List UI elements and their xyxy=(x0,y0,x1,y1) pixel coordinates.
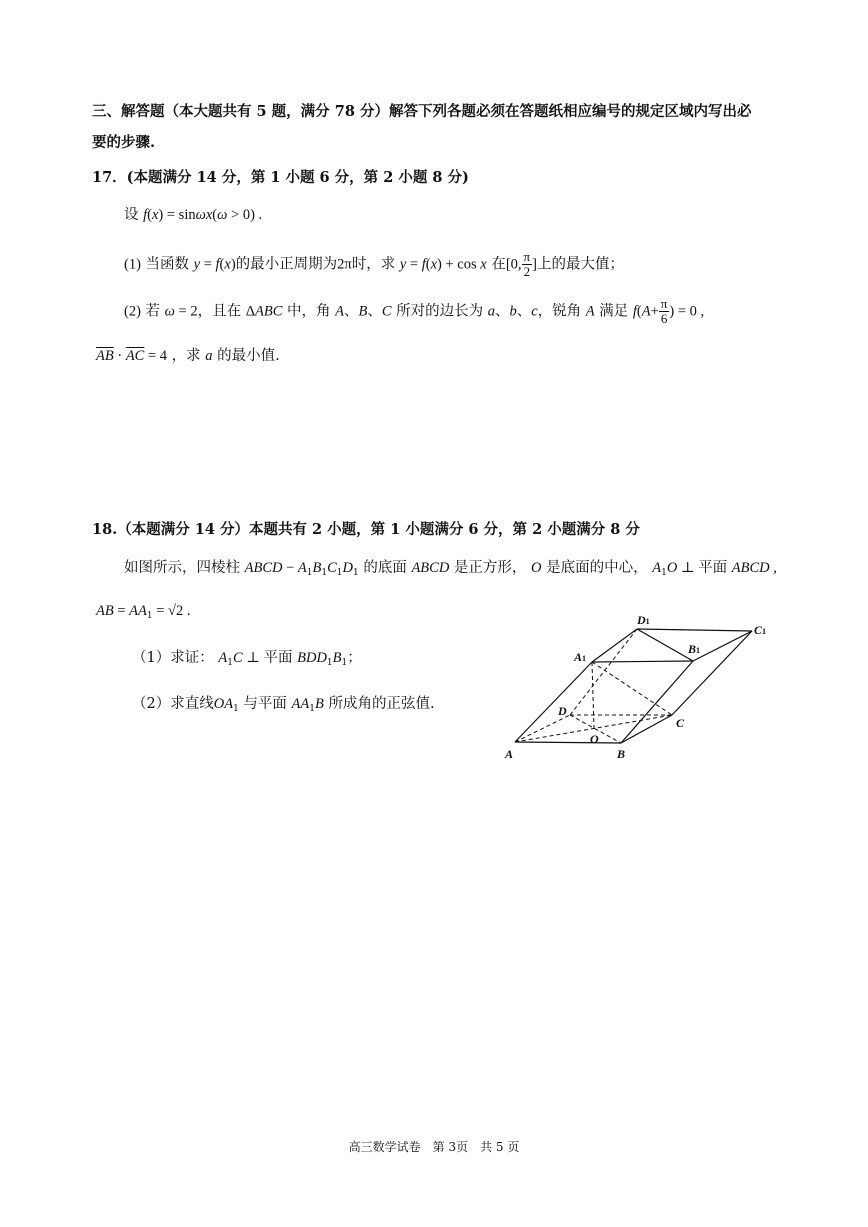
q17-p2-text-g: ，求 xyxy=(171,348,201,364)
label-B: B xyxy=(617,747,626,761)
q18-intro: 如图所示，四棱柱 ABCD − $A_1B_1C_1D_1$ 的底面 ABCD 是正方形， O 是底面的中心， $A_1O$ ⊥ 平面 ABCD , xyxy=(124,560,777,578)
label-A1: A1 xyxy=(574,650,587,664)
page-footer: 高三数学试卷 第 3页 共 5 页 xyxy=(348,1140,520,1154)
q17-part1: (1) 当函数 y = f(x)的最小正周期为2π时，求 y = f(x) + cos x 在[0, $\frac{\pi}{2}$ ]上的最大值； xyxy=(124,249,624,279)
q18-intro-c: 是正方形， xyxy=(453,560,527,576)
q17-setup-prefix: 设 xyxy=(124,207,139,223)
q17-p2-text-c: 中，角 xyxy=(287,303,331,320)
q18-p2-text-b: 所成角的正弦值. xyxy=(328,696,435,712)
q17-p2-text-h: 的最小值. xyxy=(217,348,280,364)
q18-p2-text-a: 与平面 xyxy=(243,696,287,712)
q17-p2-text-d: 所对的边长为 xyxy=(396,303,484,320)
q17-p2-label: (2) xyxy=(124,303,141,320)
label-A: A xyxy=(505,747,514,761)
q17-p2-text-b: ，且在 xyxy=(197,303,242,320)
q18-part2: （2）求直线$OA_1$ 与平面 $AA_1B$ 所成角的正弦值. xyxy=(132,696,435,714)
label-O: O xyxy=(590,732,599,746)
q18-p1-text: 平面 xyxy=(263,650,293,666)
q17-part2-cont: $\overline{AB} \cdot \overline{AC} = 4$ ，求 a 的最小值. xyxy=(96,348,280,364)
q17-part2: (2) 若 ω = 2，且在 ΔABC 中，角 A、B、C 所对的边长为 a、b、c，锐角 A 满足 f(A+ $\frac{\pi}{6}$ ) = 0 , xyxy=(124,296,705,326)
q17-p1-text-d: 在 xyxy=(491,256,506,273)
label-C: C xyxy=(676,716,685,730)
label-D1: D1 xyxy=(637,613,650,627)
q17-p2-text-a: 若 xyxy=(145,303,161,320)
q18-p2-label: （2）求直线 xyxy=(132,696,214,712)
label-B1: B1 xyxy=(688,642,701,656)
q18-header: 18.（本题满分 14 分）本题共有 2 小题，第 1 小题满分 6 分，第 2 小题满分 8 分 xyxy=(92,521,640,538)
figure-vertex-labels xyxy=(504,613,766,761)
section-title-line1: 三、解答题（本大题共有 5 题，满分 78 分）解答下列各题必须在答题纸相应编号的规定区域内写出必 xyxy=(92,103,752,120)
q17-header: 17．(本题满分 14 分，第 1 小题 6 分，第 2 小题 8 分) xyxy=(92,169,469,186)
q18-given: AB = $AA_1 = √2$ . xyxy=(96,603,191,621)
q17-setup: 设 f(x) = sinωx(ω > 0) . xyxy=(124,207,263,223)
section-title-line2: 要的步骤. xyxy=(92,134,156,151)
q17-p1-text-b: 的最小正周期为 xyxy=(235,256,338,273)
q17-p1-text-c: 时，求 xyxy=(351,256,396,273)
label-C1: C1 xyxy=(754,623,767,637)
q17-p1-text-a: 当函数 xyxy=(145,256,190,273)
q18-intro-a: 如图所示，四棱柱 xyxy=(124,560,240,576)
q18-intro-b: 的底面 xyxy=(363,560,407,576)
q17-p1-label: (1) xyxy=(124,256,141,273)
q18-intro-d: 是底面的中心， xyxy=(546,560,648,576)
q17-p2-text-f: 满足 xyxy=(599,303,629,320)
q18-p1-label: （1）求证： xyxy=(132,650,214,666)
parallelepiped-figure xyxy=(495,605,785,770)
q18-intro-e: 平面 xyxy=(698,560,728,576)
q17-p2-text-e: ，锐角 xyxy=(537,303,582,320)
q18-part1: （1）求证： $A_1C$ ⊥ 平面 $BDD_1B_1$； xyxy=(132,650,362,668)
q17-p1-text-e: 上的最大值； xyxy=(536,256,624,273)
label-D: D xyxy=(558,704,567,718)
